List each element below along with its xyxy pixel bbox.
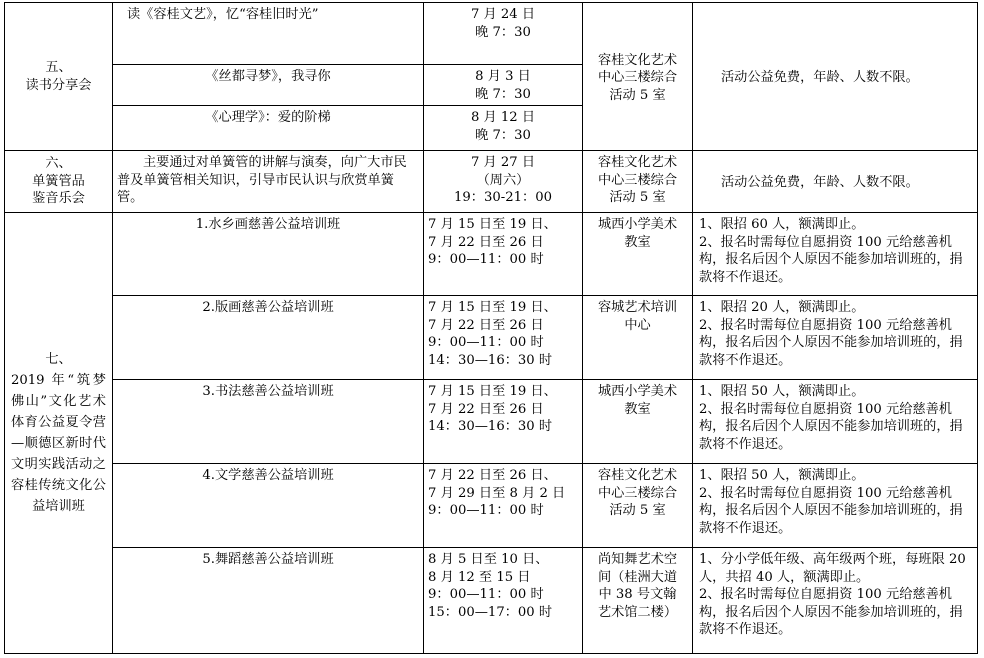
table-row — [5, 213, 978, 296]
category-cell: 七、 2019 年“筑梦佛山”文化艺术体育公益夏令营—顺德区新时代文明实践活动之容桂传统文化公益培训班 — [5, 213, 113, 654]
time-cell: 7 月 15 日至 19 日、 7 月 22 日至 26 日 9：00—11：00 时 — [424, 213, 583, 296]
time-cell: 7 月 27 日 （周六） 19：30-21：00 — [424, 151, 583, 213]
time-cell: 7 月 22 日至 26 日、 7 月 29 日至 8 月 2 日 9：00—11：00 时 — [424, 464, 583, 548]
note-cell: 1、限招 50 人，额满即止。 2、报名时需每位自愿捐资 100 元给慈善机构，报名后因个人原因不能参加培训班的，捐款将不作退还。 — [693, 380, 978, 464]
category-cell: 五、 读书分享会 — [5, 3, 113, 151]
time-cell: 8 月 3 日 晚 7：30 — [424, 65, 583, 106]
activity-cell: 读《容桂文艺》，忆“容桂旧时光” — [113, 3, 424, 65]
activity-cell: 主要通过对单簧管的讲解与演奏，向广大市民普及单簧管相关知识，引导市民认识与欣赏单簧管。 — [113, 151, 424, 213]
note-cell: 1、限招 20 人，额满即止。 2、报名时需每位自愿捐资 100 元给慈善机构，报名后因个人原因不能参加培训班的，捐款将不作退还。 — [693, 296, 978, 380]
note-cell: 活动公益免费，年龄、人数不限。 — [693, 151, 978, 213]
table-row — [5, 296, 978, 380]
location-cell: 城西小学美术 教室 — [583, 380, 693, 464]
location-cell: 城西小学美术 教室 — [583, 213, 693, 296]
activity-cell: 4.文学慈善公益培训班 — [113, 464, 424, 548]
activity-schedule-table — [4, 2, 978, 654]
activity-cell: 1.水乡画慈善公益培训班 — [113, 213, 424, 296]
activity-cell: 《丝都寻梦》，我寻你 — [113, 65, 424, 106]
activity-cell: 5.舞蹈慈善公益培训班 — [113, 548, 424, 654]
time-cell: 8 月 5 日至 10 日、 8 月 12 至 15 日 9：00—11：00 时 15：00—17：00 时 — [424, 548, 583, 654]
location-cell: 尚知舞艺术空 间（桂洲大道 中 38 号文翰 艺术馆二楼） — [583, 548, 693, 654]
table-row — [5, 380, 978, 464]
location-cell: 容桂文化艺术 中心三楼综合 活动 5 室 — [583, 464, 693, 548]
time-cell: 7 月 15 日至 19 日、 7 月 22 日至 26 日 14：30—16：30 时 — [424, 380, 583, 464]
activity-cell: 《心理学》：爱的阶梯 — [113, 106, 424, 151]
note-cell: 1、分小学低年级、高年级两个班，每班限 20 人，共招 40 人，额满即止。 2、报名时需每位自愿捐资 100 元给慈善机构，报名后因个人原因不能参加培训班的，捐款将不作退还。 — [693, 548, 978, 654]
note-cell: 活动公益免费，年龄、人数不限。 — [693, 3, 978, 151]
activity-cell: 2.版画慈善公益培训班 — [113, 296, 424, 380]
activity-cell: 3.书法慈善公益培训班 — [113, 380, 424, 464]
location-cell: 容城艺术培训 中心 — [583, 296, 693, 380]
note-cell: 1、限招 50 人，额满即止。 2、报名时需每位自愿捐资 100 元给慈善机构，报名后因个人原因不能参加培训班的，捐款将不作退还。 — [693, 464, 978, 548]
table-row — [5, 151, 978, 213]
time-cell: 8 月 12 日 晚 7：30 — [424, 106, 583, 151]
category-cell: 六、 单簧管品 鉴音乐会 — [5, 151, 113, 213]
table-row — [5, 3, 978, 65]
time-cell: 7 月 24 日 晚 7：30 — [424, 3, 583, 65]
location-cell: 容桂文化艺术 中心三楼综合 活动 5 室 — [583, 151, 693, 213]
note-cell: 1、限招 60 人，额满即止。 2、报名时需每位自愿捐资 100 元给慈善机构，报名后因个人原因不能参加培训班的，捐款将不作退还。 — [693, 213, 978, 296]
location-cell: 容桂文化艺术 中心三楼综合 活动 5 室 — [583, 3, 693, 151]
time-cell: 7 月 15 日至 19 日、 7 月 22 日至 26 日 9：00—11：00 时 14：30—16：30 时 — [424, 296, 583, 380]
table-row — [5, 548, 978, 654]
table-row — [5, 464, 978, 548]
